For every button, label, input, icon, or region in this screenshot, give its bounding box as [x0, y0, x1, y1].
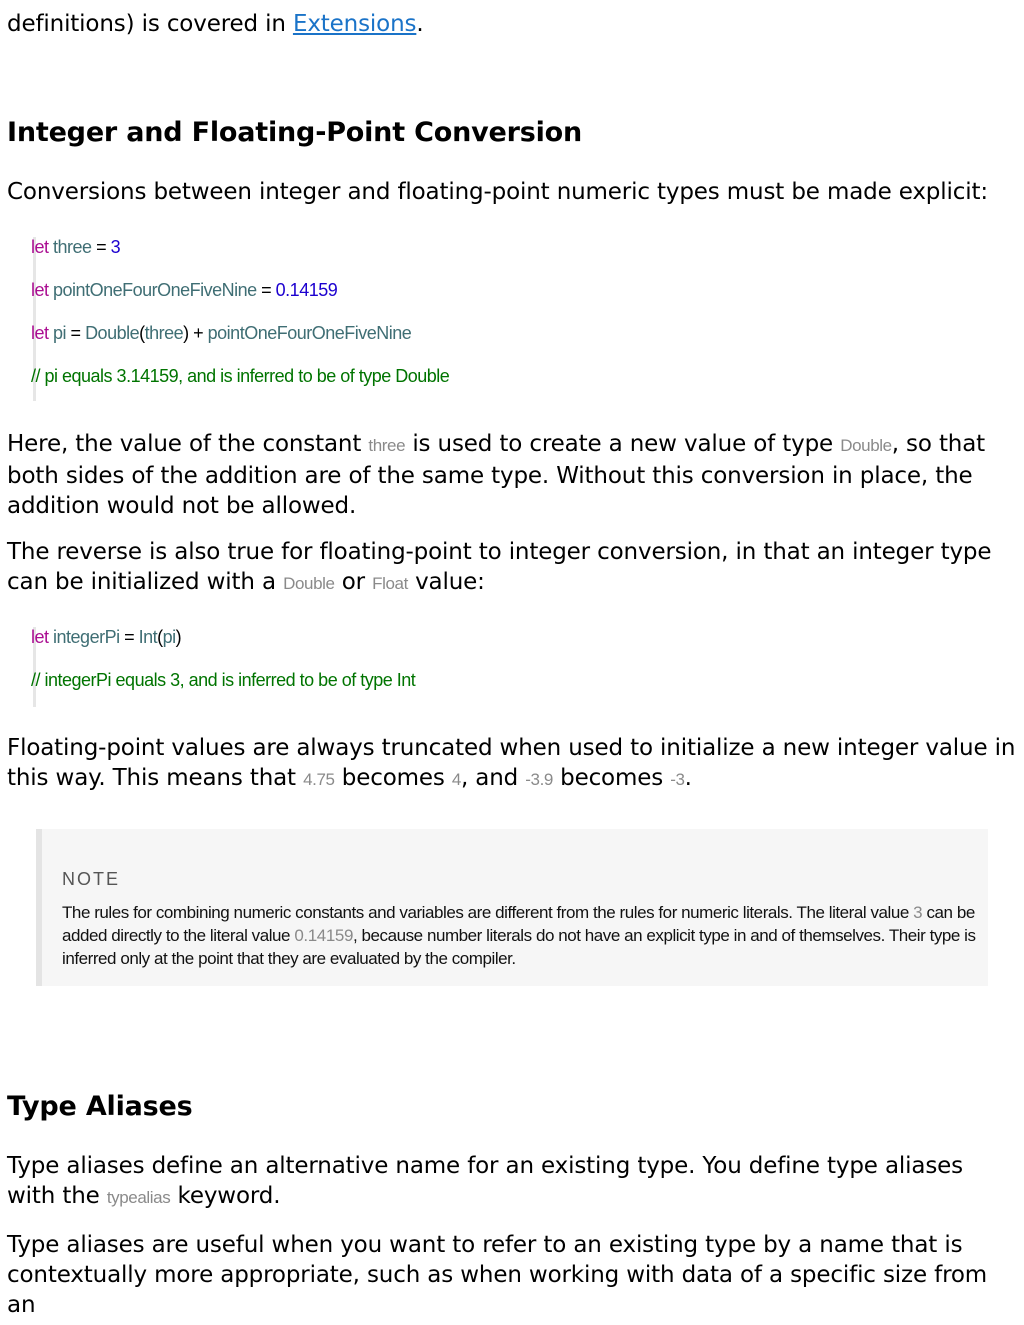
- note-box: [36, 829, 988, 986]
- inline-code: -3: [670, 770, 685, 789]
- inline-code: Float: [372, 574, 408, 593]
- inline-code: -3.9: [525, 770, 553, 789]
- code-line: let integerPi = Int(pi): [31, 627, 182, 647]
- code-block-conversion: [33, 237, 463, 401]
- inline-code: 4: [451, 770, 461, 789]
- inline-code: 0.14159: [294, 926, 353, 945]
- type-aliases-usage-paragraph: Type aliases are useful when you want to refer to an existing type by a name that is contextually more appropriate, such as when working with data of a specific size from an: [7, 1232, 988, 1318]
- inline-code: Double: [283, 574, 335, 593]
- inline-code: 3: [913, 903, 923, 922]
- note-title: NOTE: [62, 869, 121, 889]
- truncation-paragraph: Floating-point values are always truncated when used to initialize a new integer value in this way. This means that 4.75 becomes 4, and -3.9 becomes -3.: [7, 735, 1016, 791]
- code-comment: // pi equals 3.14159, and is inferred to be of type Double: [31, 366, 450, 386]
- section-heading-type-aliases: Type Aliases: [7, 1091, 193, 1122]
- code-comment: // integerPi equals 3, and is inferred to be of type Int: [31, 670, 416, 690]
- intro-paragraph: [7, 9, 1017, 39]
- code-block-integer-pi: [33, 627, 429, 707]
- reverse-conversion-paragraph: The reverse is also true for floating-point to integer conversion, in that an integer type can be initialized with a Double or Float value:: [7, 539, 992, 595]
- intro-text: definitions) is covered in: [7, 11, 293, 37]
- section-heading-conversion: Integer and Floating-Point Conversion: [7, 117, 583, 148]
- code-line: let pi = Double(three) + pointOneFourOneFiveNine: [31, 323, 412, 343]
- code-line: let pointOneFourOneFiveNine = 0.14159: [31, 280, 338, 300]
- inline-code: 4.75: [303, 770, 335, 789]
- code-line: let three = 3: [31, 237, 121, 257]
- intro-end: .: [416, 11, 424, 37]
- inline-code: three: [368, 436, 406, 455]
- inline-code: typealias: [106, 1188, 171, 1207]
- constant-explanation-paragraph: Here, the value of the constant three is used to create a new value of type Double, so that both sides of the addition are of the same type. Without this conversion in place, the addition would not be allowed.: [7, 431, 986, 519]
- type-aliases-intro-paragraph: Type aliases define an alternative name for an existing type. You define type aliases with the typealias keyword.: [7, 1153, 963, 1209]
- extensions-link[interactable]: Extensions: [292, 11, 417, 37]
- inline-code: Double: [840, 436, 892, 455]
- note-body: The rules for combining numeric constants and variables are different from the rules for numeric literals. The literal value 3 can be added directly to the literal value 0.14159, because number literals do not have an explicit type in and of themselves. Their type is inferred only at the point that they are evaluated by the compiler.: [62, 903, 976, 968]
- conversion-intro-paragraph: Conversions between integer and floating-point numeric types must be made explicit:: [7, 179, 988, 205]
